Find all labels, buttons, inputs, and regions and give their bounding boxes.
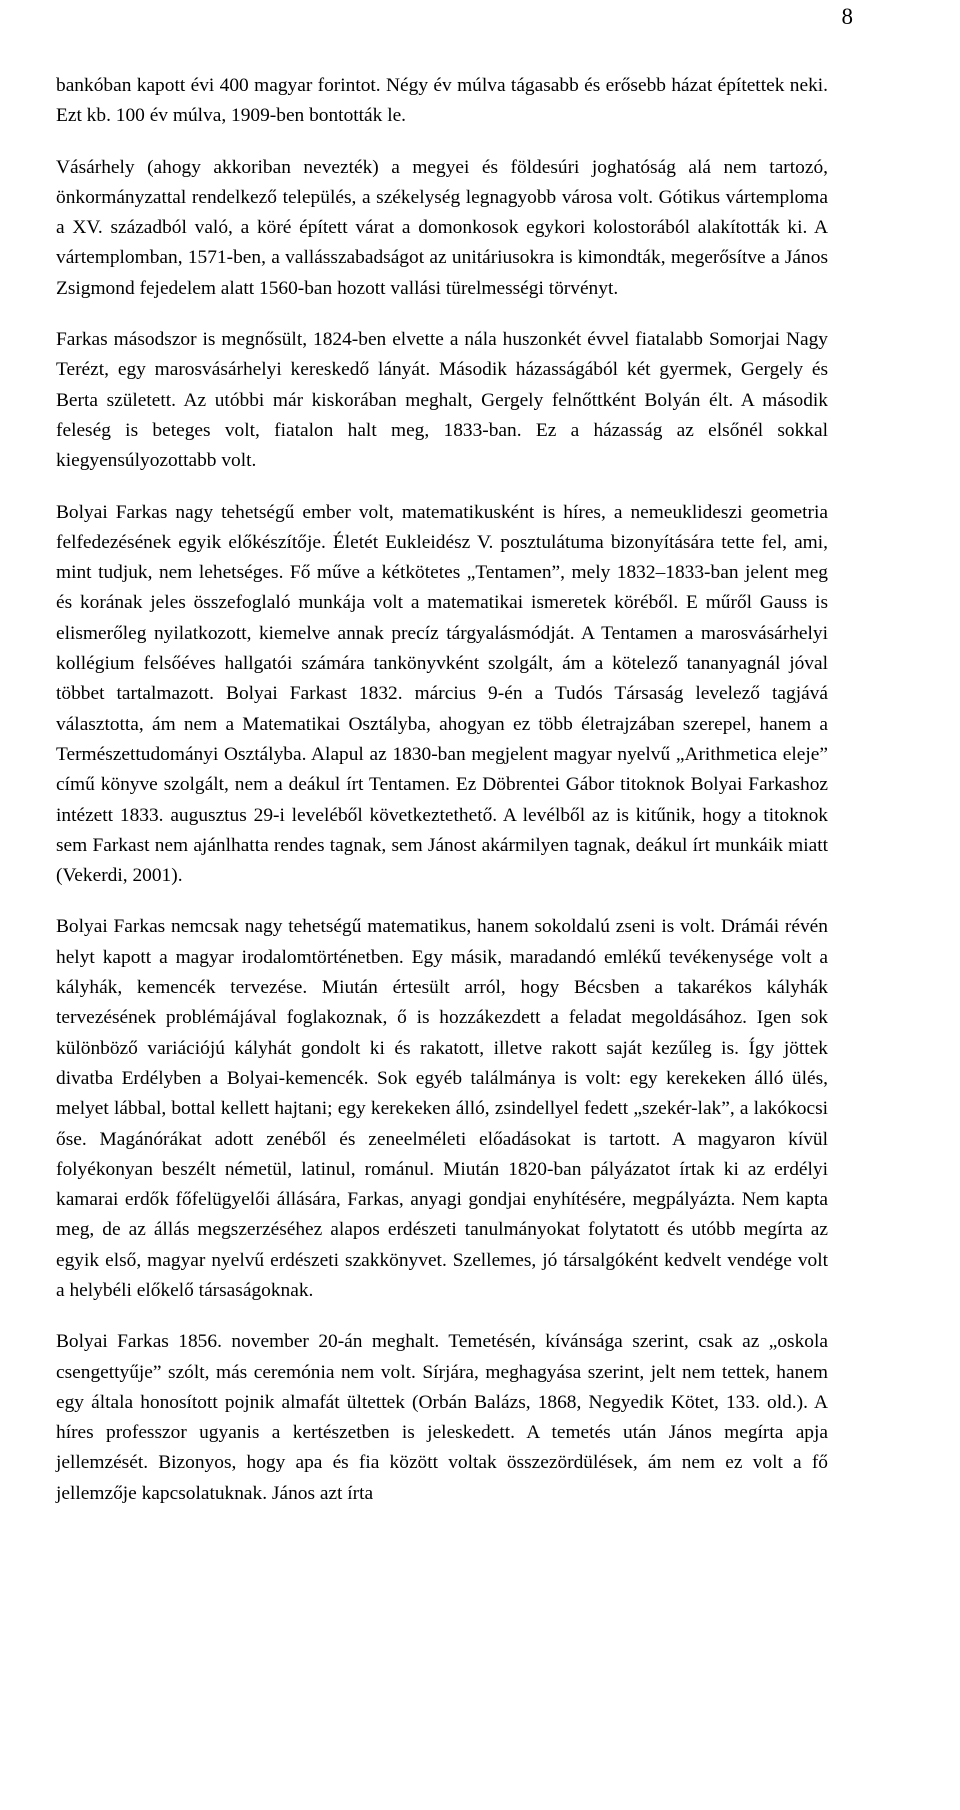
paragraph-4: Bolyai Farkas nagy tehetségű ember volt, matematikusként is híres, a nemeuklideszi geometria felfedezésének egyik előkészítője. Életét Eukleidész V. posztulátuma bizonyítására tette fel, ami, mint tudjuk, nem lehetséges. Fő műve a kétkötetes „Tentamen”, mely 1832–1833-ban jelent meg és korának jeles összefoglaló munkája volt a matematikai ismeretek köréből. E műről Gauss is elismerőleg nyilatkozott, kiemelve annak precíz tárgyalásmódját. A Tentamen a marosvásárhelyi kollégium felsőéves hallgatói számára tankönyvként szolgált, ám a kötelező tananyagnál jóval többet tartalmazott. Bolyai Farkast 1832. március 9-én a Tudós Társaság levelező tagjává választotta, ám nem a Matematikai Osztályba, ahogyan ez több életrajzában szerepel, hanem a Természettudományi Osztályba. Alapul az 1830-ban megjelent magyar nyelvű „Arithmetica eleje” című könyve szolgált, nem a deákul írt Tentamen. Ez Döbrentei Gábor titoknok Bolyai Farkashoz intézett 1833. augusztus 29-i leveléből következtethető. A levélből az is kitűnik, hogy a titoknok sem Farkast nem ajánlhatta rendes tagnak, sem Jánost akármilyen tagnak, deákul írt munkáik miatt (Vekerdi, 2001). [56, 501, 828, 887]
paragraph-1: bankóban kapott évi 400 magyar forintot. Négy év múlva tágasabb és erősebb házat építettek neki. Ezt kb. 100 év múlva, 1909-ben bontották le. [56, 75, 828, 127]
paragraph-2: Vásárhely (ahogy akkoriban nevezték) a megyei és földesúri joghatóság alá nem tartozó, önkormányzattal rendelkező település, a székelység legnagyobb városa volt. Gótikus vártemploma a XV. századból való, a köré épített várat a domonkosok egykori kolostorából alakították ki. A vártemplomban, 1571-ben, a vallásszabadságot az unitáriusokra is kimondták, megerősítve a János Zsigmond fejedelem alatt 1560-ban hozott vallási türelmességi törvényt. [56, 156, 828, 299]
paragraph-3: Farkas másodszor is megnősült, 1824-ben elvette a nála huszonkét évvel fiatalabb Somorjai Nagy Terézt, egy marosvásárhelyi kereskedő lányát. Második házasságából két gyermek, Gergely és Berta született. Az utóbbi már kiskorában meghalt, Gergely felnőttként Bolyán élt. A második feleség is beteges volt, fiatalon halt meg, 1833-ban. Ez a házasság az elsőnél sokkal kiegyensúlyozottabb volt. [56, 329, 828, 472]
paragraph-6: Bolyai Farkas 1856. november 20-án meghalt. Temetésén, kívánsága szerint, csak az „oskola csengettyűje” szólt, más ceremónia nem volt. Sírjára, meghagyása szerint, jelt nem tettek, hanem egy általa honosított pojnik almafát ültettek (Orbán Balázs, 1868, Negyedik Kötet, 133. old.). A híres professzor ugyanis a kertészetben is jeleskedett. A temetés után János megírta apja jellemzését. Bizonyos, hogy apa és fia között voltak összezördülések, ám nem ez volt a fő jellemzője kapcsolatuknak. János azt írta [56, 1331, 828, 1504]
page-number: 8 [841, 4, 853, 29]
body-text [56, 71, 828, 1509]
paragraph-5: Bolyai Farkas nemcsak nagy tehetségű matematikus, hanem sokoldalú zseni is volt. Drámái révén helyt kapott a magyar irodalomtörténetben. Egy másik, maradandó emlékű tevékenysége volt a kályhák, kemencék tervezése. Miután értesült arról, hogy Bécsben a takarékos kályhák tervezésének problémájával foglakoznak, ő is hozzákezdett a feladat megoldásához. Igen sok különböző variációjú kályhát gondolt ki és rakatott, illetve rakott saját kezűleg is. Így jöttek divatba Erdélyben a Bolyai-kemencék. Sok egyéb találmánya is volt: egy kerekeken álló ülés, melyet lábbal, bottal kellett hajtani; egy kerekeken álló, zsindellyel fedett „szekér-lak”, a lakókocsi őse. Magánórákat adott zenéből és zeneelméleti előadásokat is tartott. A magyaron kívül folyékonyan beszélt németül, latinul, románul. Miután 1820-ban pályázatot írtak ki az erdélyi kamarai erdők főfelügyelői állására, Farkas, anyagi gondjai enyhítésére, megpályázta. Nem kapta meg, de az állás megszerzéséhez alapos erdészeti tanulmányokat folytatott és utóbb megírta az egyik első, magyar nyelvű erdészeti szakkönyvet. Szellemes, jó társalgóként kedvelt vendége volt a helybéli előkelő társaságoknak. [56, 916, 828, 1301]
